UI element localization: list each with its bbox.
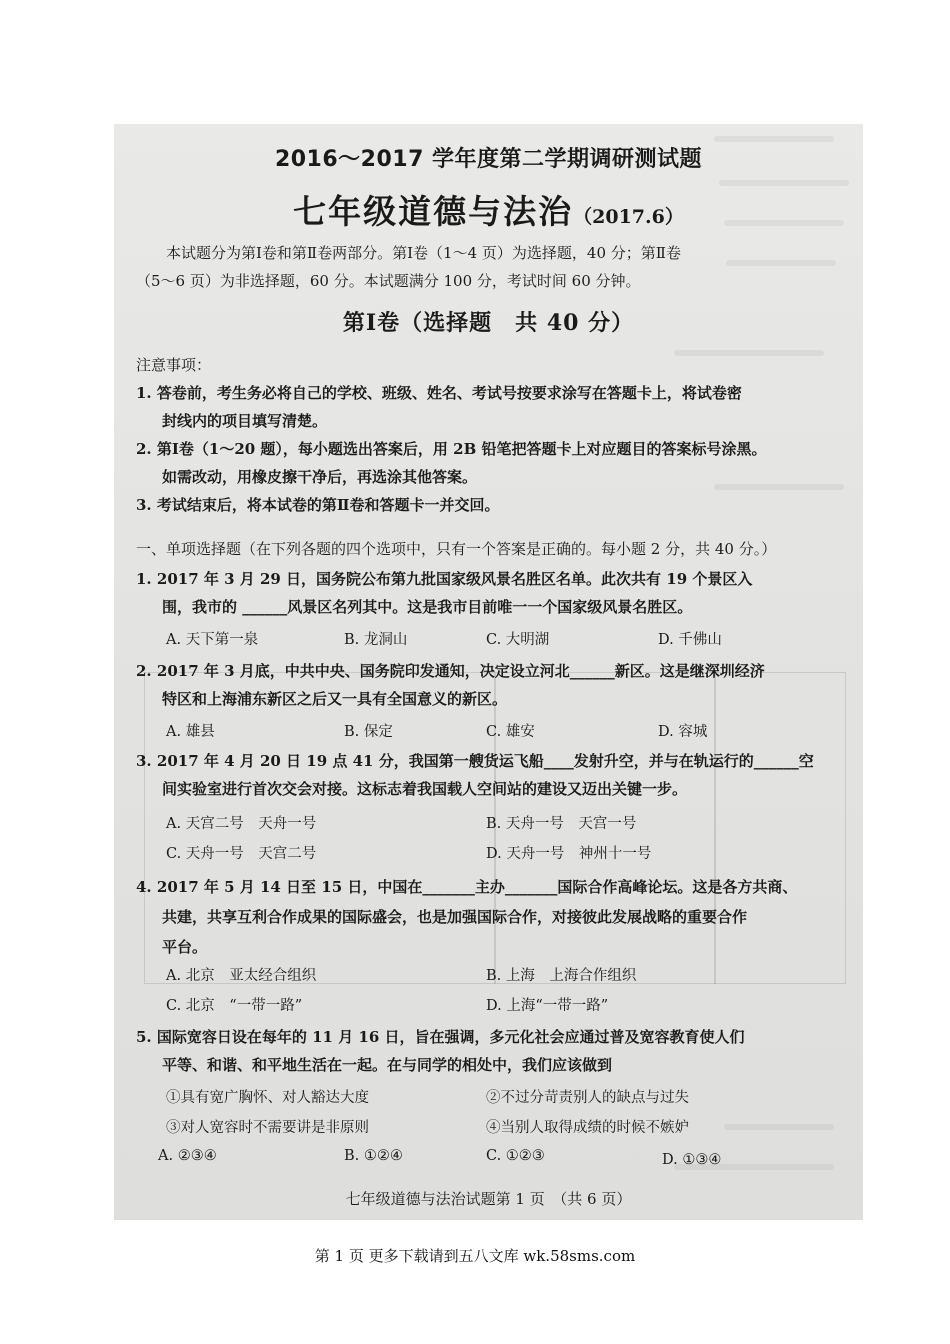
notice-1b: 封线内的项目填写清楚。 — [162, 412, 328, 430]
q2-stem-2: 特区和上海浦东新区之后又一具有全国意义的新区。 — [162, 690, 508, 708]
q3-option-d: D. 天舟一号 神州十一号 — [486, 846, 652, 862]
q5-statement-3: ③对人宽容时不需要讲是非原则 — [166, 1120, 369, 1136]
q1-stem-1: 1. 2017 年 3 月 29 日，国务院公布第九批国家级风景名胜区名单。此次共有 19 个景区入 — [136, 570, 753, 588]
q4-stem-1: 4. 2017 年 5 月 14 日至 15 日，中国在_______主办_______国际合作高峰论坛。这是各方共商、 — [136, 878, 798, 896]
notice-3: 3. 考试结束后，将本试卷的第Ⅱ卷和答题卡一并交回。 — [136, 496, 500, 514]
q4-stem-3: 平台。 — [162, 938, 208, 956]
q2-stem-1: 2. 2017 年 3 月底，中共中央、国务院印发通知，决定设立河北______新区。这是继深圳经济 — [136, 662, 765, 680]
part-title: 一、单项选择题（在下列各题的四个选项中，只有一个答案是正确的。每小题 2 分，共 40 分。） — [136, 540, 777, 558]
q5-stem-2: 平等、和谐、和平地生活在一起。在与同学的相处中，我们应该做到 — [162, 1056, 613, 1074]
exam-page-photo — [114, 124, 863, 1220]
q1-stem-2: 围，我市的 ______风景区名列其中。这是我市目前唯一一个国家级风景名胜区。 — [162, 598, 693, 616]
page-footer: 七年级道德与法治试题第 1 页 （共 6 页） — [345, 1190, 632, 1208]
q4-option-d: D. 上海“一带一路” — [486, 998, 609, 1014]
q5-option-c: C. ①②③ — [486, 1148, 545, 1164]
q4-stem-2: 共建，共享互利合作成果的国际盛会，也是加强国际合作，对接彼此发展战略的重要合作 — [162, 908, 748, 926]
exam-title-year: 2016～2017 学年度第二学期调研测试题 — [274, 147, 703, 172]
q5-option-d: D. ①③④ — [662, 1152, 722, 1168]
q3-stem-1: 3. 2017 年 4 月 20 日 19 点 41 分，我国第一艘货运飞船____发射升空，并与在轨运行的______空 — [136, 752, 814, 770]
q5-option-b: B. ①②④ — [344, 1148, 403, 1164]
q1-option-c: C. 大明湖 — [486, 632, 550, 648]
notice-1a: 1. 答卷前，考生务必将自己的学校、班级、姓名、考试号按要求涂写在答题卡上，将试卷密 — [136, 384, 742, 402]
notice-2b: 如需改动，用橡皮擦干净后，再选涂其他答案。 — [162, 468, 478, 486]
q3-option-a: A. 天宫二号 天舟一号 — [166, 816, 317, 832]
q5-option-a: A. ②③④ — [158, 1148, 217, 1164]
q5-stem-1: 5. 国际宽容日设在每年的 11 月 16 日，旨在强调，多元化社会应通过普及宽容教育使人们 — [136, 1028, 745, 1046]
exam-title-main — [114, 186, 863, 233]
q4-option-c: C. 北京 “一带一路” — [166, 998, 303, 1014]
notice-2a: 2. 第Ⅰ卷（1～20 题），每小题选出答案后，用 2B 铅笔把答题卡上对应题目的答案标号涂黑。 — [136, 440, 767, 458]
q3-option-c: C. 天舟一号 天宫二号 — [166, 846, 317, 862]
download-note: 第 1 页 更多下载请到五八文库 wk.58sms.com — [314, 1247, 636, 1265]
q5-statement-1: ①具有宽广胸怀、对人豁达大度 — [166, 1090, 369, 1106]
q3-option-b: B. 天舟一号 天宫一号 — [486, 816, 637, 832]
q1-option-b: B. 龙洞山 — [344, 632, 408, 648]
q2-option-a: A. 雄县 — [166, 724, 215, 740]
q2-option-c: C. 雄安 — [486, 724, 535, 740]
q1-option-a: A. 天下第一泉 — [166, 632, 259, 648]
section-title: 第Ⅰ卷（选择题 共 40 分） — [342, 310, 635, 336]
q2-option-d: D. 容城 — [658, 724, 708, 740]
q4-option-b: B. 上海 上海合作组织 — [486, 968, 637, 984]
q2-option-b: B. 保定 — [344, 724, 393, 740]
q5-statement-2: ②不过分苛责别人的缺点与过失 — [486, 1090, 689, 1106]
notice-title: 注意事项： — [136, 356, 212, 374]
intro-line-2: （5～6 页）为非选择题，60 分。本试题满分 100 分，考试时间 60 分钟。 — [136, 272, 641, 290]
q3-stem-2: 间实验室进行首次交会对接。这标志着我国载人空间站的建设又迈出关键一步。 — [162, 780, 688, 798]
q4-option-a: A. 北京 亚太经合组织 — [166, 968, 317, 984]
q1-option-d: D. 千佛山 — [658, 632, 722, 648]
exam-date: （2017.6） — [573, 206, 684, 228]
q5-statement-4: ④当别人取得成绩的时候不嫉妒 — [486, 1120, 689, 1136]
exam-subject: 七年级道德与法治 — [293, 192, 574, 231]
intro-line-1: 本试题分为第Ⅰ卷和第Ⅱ卷两部分。第Ⅰ卷（1～4 页）为选择题，40 分；第Ⅱ卷 — [166, 244, 681, 262]
